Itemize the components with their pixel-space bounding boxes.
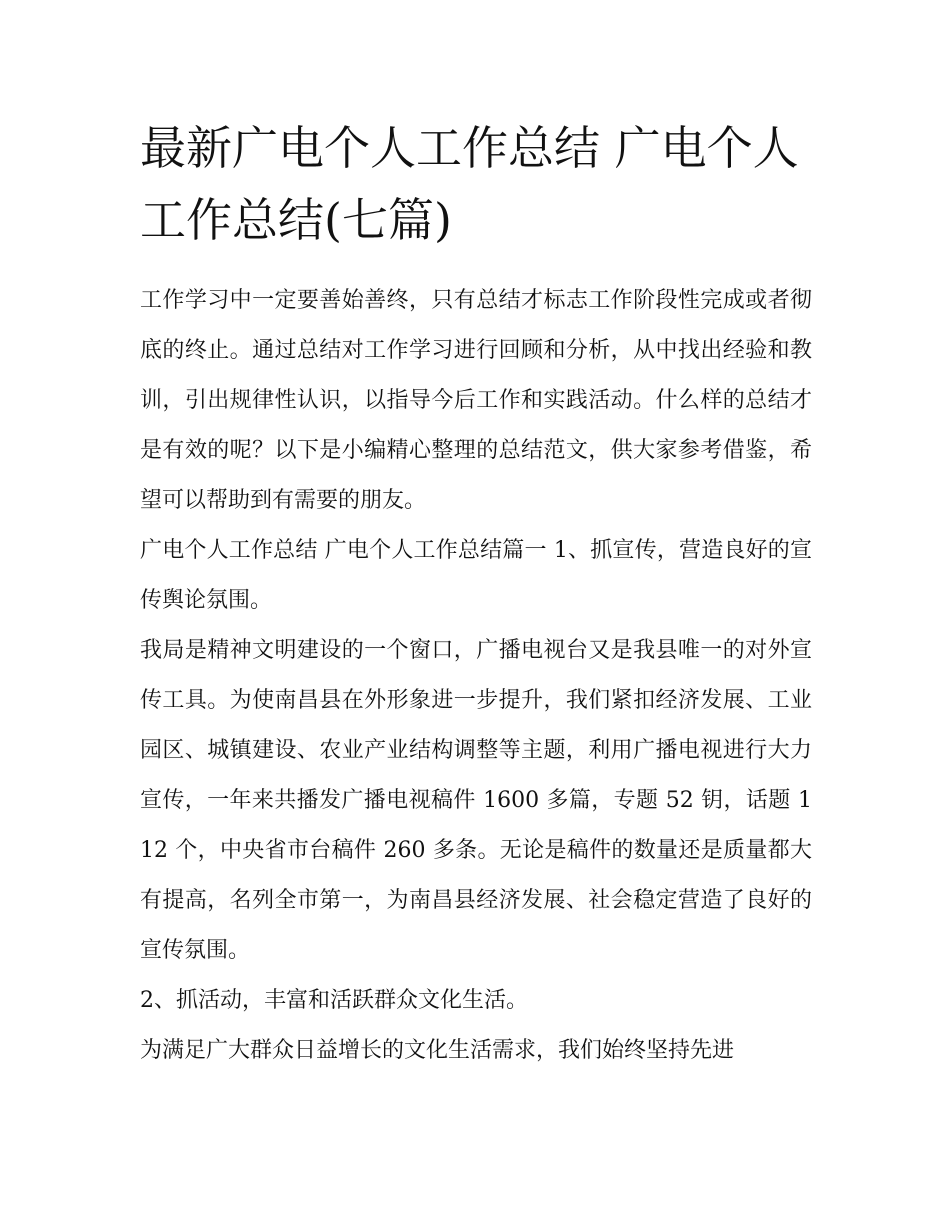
- paragraph-section-1-body: 我局是精神文明建设的一个窗口，广播电视台又是我县唯一的对外宣传工具。为使南昌县在外形象进一步提升，我们紧扣经济发展、工业园区、城镇建设、农业产业结构调整等主题，利用广播电视进行大力宣传，一年来共播发广播电视稿件 1600 多篇，专题 52 钥，话题 112 个，中央省市台稿件 260 多条。无论是稿件的数量还是质量都大有提高，名列全市第一，为南昌县经济发展、社会稳定营造了良好的宣传氛围。: [140, 638, 812, 963]
- paragraph-section-2-body: 为满足广大群众日益增长的文化生活需求，我们始终坚持先进: [140, 1038, 735, 1063]
- paragraph-section-1-heading: 广电个人工作总结 广电个人工作总结篇一 1、抓宣传，营造良好的宣传舆论氛围。: [140, 538, 812, 613]
- paragraph-intro: 工作学习中一定要善始善终，只有总结才标志工作阶段性完成或者彻底的终止。通过总结对工作学习进行回顾和分析，从中找出经验和教训，引出规律性认识，以指导今后工作和实践活动。什么样的总结才是有效的呢？以下是小编精心整理的总结范文，供大家参考借鉴，希望可以帮助到有需要的朋友。: [140, 288, 812, 513]
- paragraph-section-2-heading: 2、抓活动，丰富和活跃群众文化生活。: [140, 988, 528, 1013]
- document-title: 最新广电个人工作总结 广电个人工作总结(七篇): [140, 121, 799, 247]
- document-body: [140, 276, 812, 1076]
